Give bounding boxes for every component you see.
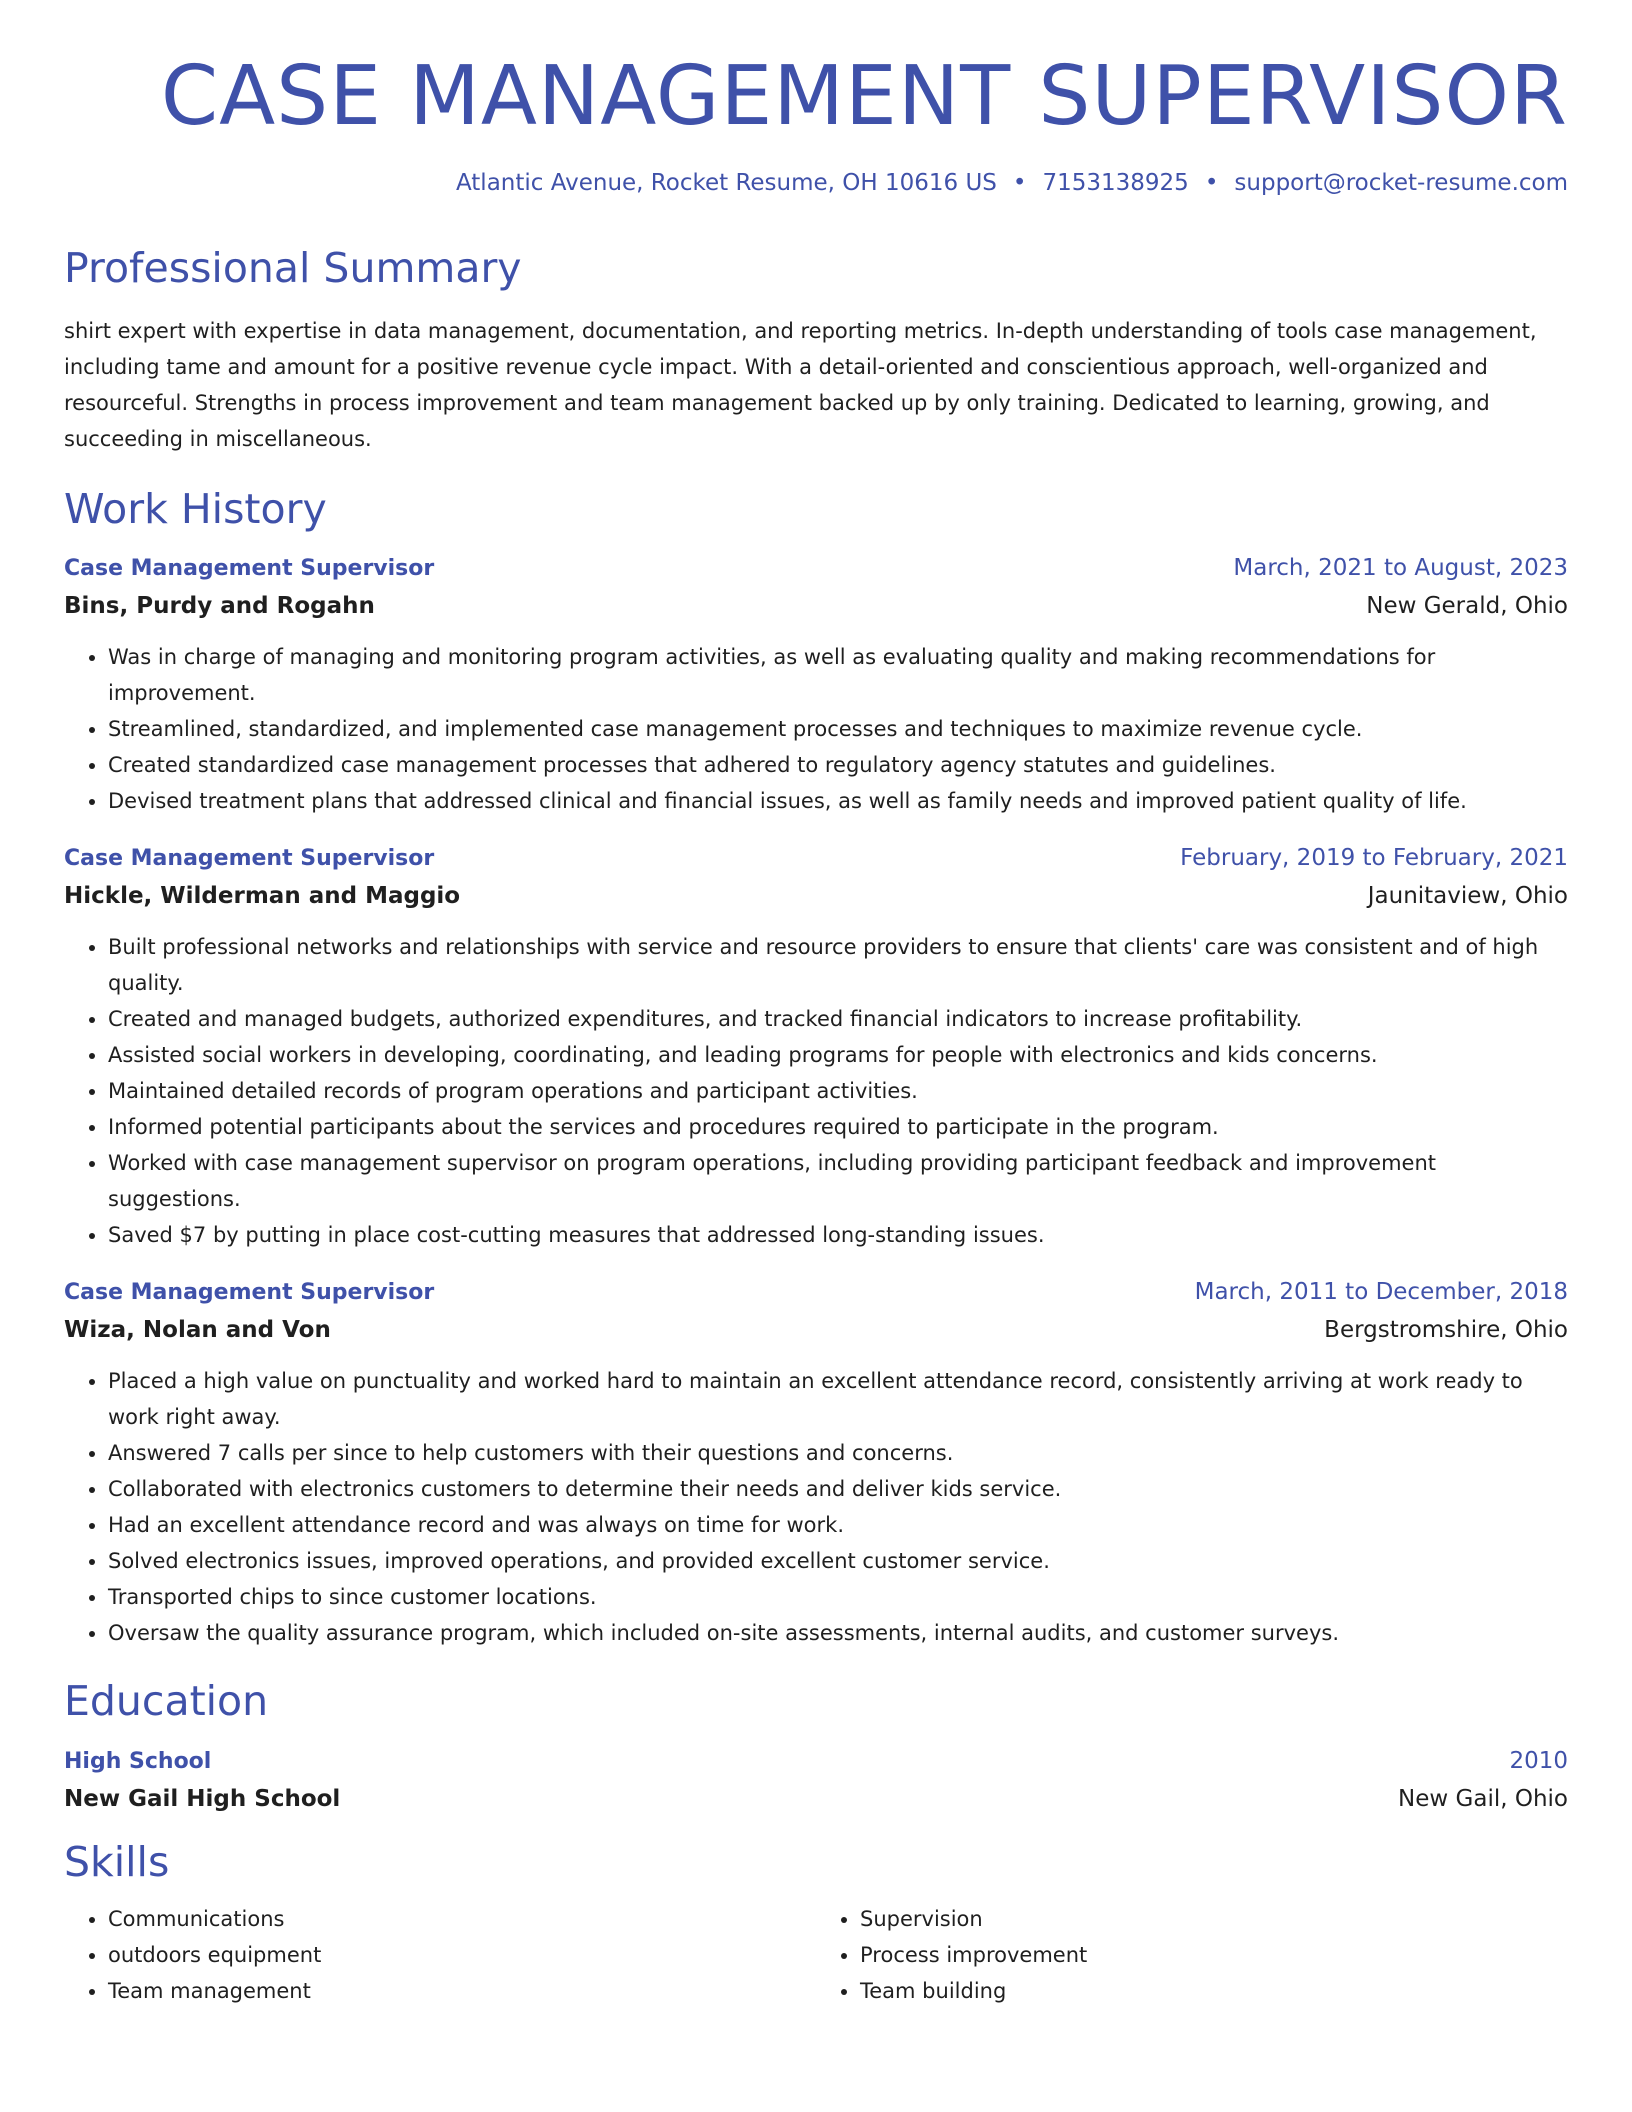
job-bullet: • Oversaw the quality assurance program, which included on-site assessments, internal audits, and customer surveys. (108, 1615, 1568, 1651)
job-dates: March, 2011 to December, 2018 (1194, 1278, 1568, 1305)
job-title: Case Management Supervisor (64, 1279, 435, 1305)
skill-item: • Supervision (860, 1901, 1568, 1937)
job-dates: March, 2021 to August, 2023 (1233, 554, 1568, 581)
skills-list (64, 1901, 1568, 2009)
education-location: New Gail, Ohio (1398, 1785, 1568, 1812)
resume-title: CASE MANAGEMENT SUPERVISOR (160, 49, 1568, 144)
job-company-row (64, 883, 1568, 909)
job-bullet: • Worked with case management supervisor on program operations, including providing participant feedback and improvement suggestions. (108, 1145, 1568, 1217)
job-entry (64, 555, 1568, 819)
job-bullet: • Answered 7 calls per since to help customers with their questions and concerns. (108, 1435, 1568, 1471)
job-location: Jaunitaview, Ohio (1367, 882, 1568, 909)
job-bullet: • Streamlined, standardized, and implemented case management processes and techniques to maximize revenue cycle. (108, 711, 1568, 747)
job-entry (64, 1279, 1568, 1651)
summary-text: shirt expert with expertise in data management, documentation, and reporting metrics. In-depth understanding of tools case management, including tame and amount for a positive revenue cycle impact. With a detail-oriented and conscientious approach, well-organized and resourceful. Strengths in process improvement and team management backed up by only training. Dedicated to learning, growing, and succeeding in miscellaneous. (64, 319, 1537, 452)
job-bullet: • Had an excellent attendance record and was always on time for work. (108, 1507, 1568, 1543)
education-year: 2010 (1509, 1747, 1568, 1774)
contact-separator: • (1204, 170, 1219, 197)
skills-column-left (64, 1901, 816, 2009)
job-bullets (64, 929, 1568, 1253)
job-bullet: • Collaborated with electronics customers to determine their needs and deliver kids service. (108, 1471, 1568, 1507)
contact-phone: 7153138925 (1042, 170, 1189, 197)
job-title: Case Management Supervisor (64, 555, 435, 581)
job-bullet: • Built professional networks and relationships with service and resource providers to ensure that clients' care was consistent and of high quality. (108, 929, 1568, 1001)
job-bullet: • Placed a high value on punctuality and worked hard to maintain an excellent attendance record, consistently arriving at work ready to work right away. (108, 1363, 1568, 1435)
job-bullet: • Assisted social workers in developing, coordinating, and leading programs for people with electronics and kids concerns. (108, 1037, 1568, 1073)
job-company-row (64, 1317, 1568, 1343)
job-dates: February, 2019 to February, 2021 (1180, 844, 1568, 871)
job-bullet: • Created standardized case management processes that adhered to regulatory agency statutes and guidelines. (108, 747, 1568, 783)
job-bullet: • Saved $7 by putting in place cost-cutting measures that addressed long-standing issues. (108, 1217, 1568, 1253)
job-entry (64, 845, 1568, 1253)
skill-item: • Team building (860, 1973, 1568, 2009)
work-history-heading: Work History (64, 485, 327, 534)
job-bullet: • Maintained detailed records of program operations and participant activities. (108, 1073, 1568, 1109)
job-location: Bergstromshire, Ohio (1324, 1316, 1568, 1343)
job-company-row (64, 593, 1568, 619)
skill-item: • Communications (108, 1901, 816, 1937)
job-location: New Gerald, Ohio (1366, 592, 1568, 619)
contact-separator: • (1012, 170, 1027, 197)
skill-item: • Team management (108, 1973, 816, 2009)
skill-item: • Process improvement (860, 1937, 1568, 1973)
job-header (64, 845, 1568, 871)
job-bullets (64, 639, 1568, 819)
education-header (64, 1748, 1568, 1774)
job-company: Hickle, Wilderman and Maggio (64, 882, 461, 909)
job-header (64, 555, 1568, 581)
education-degree: High School (64, 1748, 212, 1774)
job-company: Bins, Purdy and Rogahn (64, 592, 375, 619)
education-entry (64, 1748, 1568, 1812)
job-bullet: • Devised treatment plans that addressed clinical and financial issues, as well as family needs and improved patient quality of life. (108, 783, 1568, 819)
job-header (64, 1279, 1568, 1305)
summary-heading: Professional Summary (64, 244, 522, 293)
contact-line (64, 170, 1568, 196)
job-bullet: • Transported chips to since customer locations. (108, 1579, 1568, 1615)
education-school: New Gail High School (64, 1785, 341, 1812)
education-heading: Education (64, 1676, 269, 1725)
job-bullet: • Was in charge of managing and monitoring program activities, as well as evaluating quality and making recommendations for improvement. (108, 639, 1568, 711)
contact-email: support@rocket-resume.com (1234, 170, 1568, 197)
skills-column-right (816, 1901, 1568, 2009)
skill-item: • outdoors equipment (108, 1937, 816, 1973)
skills-heading: Skills (64, 1837, 170, 1886)
education-school-row (64, 1786, 1568, 1812)
contact-address: Atlantic Avenue, Rocket Resume, OH 10616 US (455, 170, 997, 197)
job-bullet: • Informed potential participants about the services and procedures required to participate in the program. (108, 1109, 1568, 1145)
job-bullet: • Created and managed budgets, authorized expenditures, and tracked financial indicators to increase profitability. (108, 1001, 1568, 1037)
job-bullet: • Solved electronics issues, improved operations, and provided excellent customer service. (108, 1543, 1568, 1579)
job-bullets (64, 1363, 1568, 1651)
job-company: Wiza, Nolan and Von (64, 1316, 331, 1343)
job-title: Case Management Supervisor (64, 845, 435, 871)
